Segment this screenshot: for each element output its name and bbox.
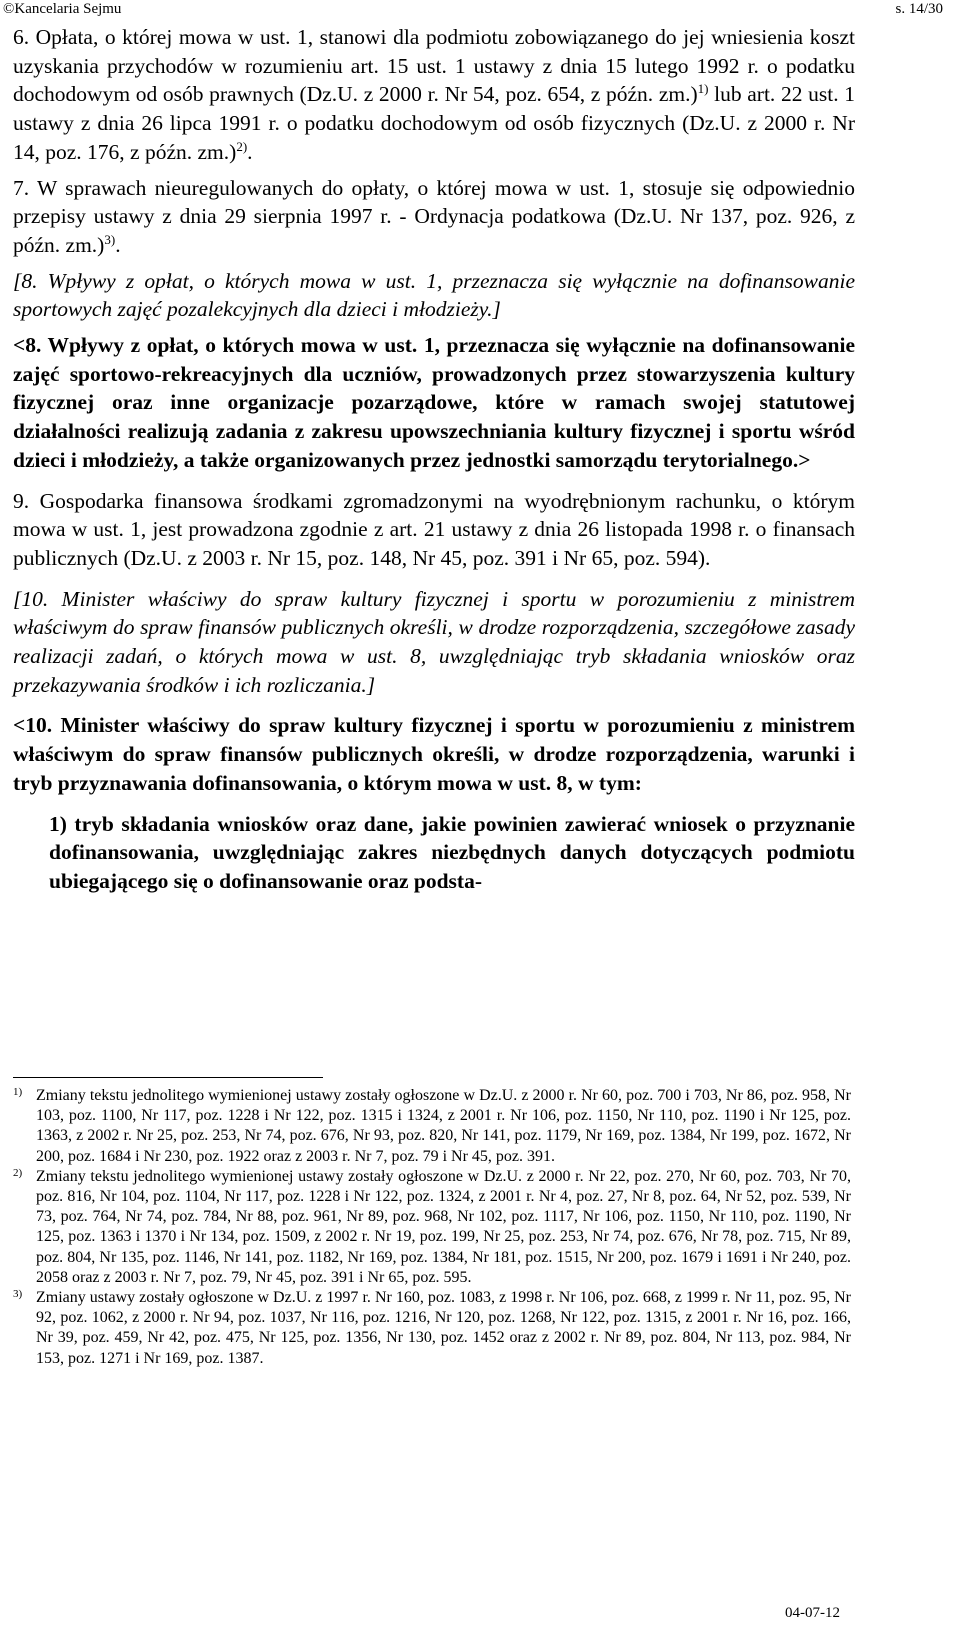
footnote-ref-3[interactable]: 3) — [104, 231, 116, 247]
paragraph-7-end: . — [115, 232, 121, 257]
header-source: ©Kancelaria Sejmu — [3, 1, 122, 17]
footnote-ref-2[interactable]: 2) — [236, 138, 248, 154]
footer-date: 04-07-12 — [785, 1605, 840, 1621]
paragraph-7-text: 7. W sprawach nieuregulowanych do opłaty, o której mowa w ust. 1, stosuje się odpowiednio przepisy ustawy z dnia 29 sierpnia 1997 r. - Ordynacja podatkowa (Dz.U. Nr 137, poz. 926, z późn. zm.) — [13, 175, 855, 257]
footnote-3 — [13, 1288, 851, 1369]
footnote-1-mark: 1) — [13, 1086, 23, 1098]
footnote-ref-1[interactable]: 1) — [697, 81, 709, 97]
paragraph-8-new: <8. Wpływy z opłat, o których mowa w ust. 1, przeznacza się wyłącznie na dofinansowanie zajęć sportowo-rekreacyjnych dla uczniów, prowadzonych przez stowarzyszenia kultury fizycznej oraz inne organizacje pozarządowe, które w ramach swojej statutowej działalności realizują zadania z zakresu upowszechniania kultury fizycznej i sportu wśród dzieci i młodzieży, a także organizowanych przez jednostki samorządu terytorialnego.> — [13, 333, 855, 472]
footnote-3-text: Zmiany ustawy zostały ogłoszone w Dz.U. z 1997 r. Nr 160, poz. 1083, z 1998 r. Nr 106, poz. 668, z 1999 r. Nr 11, poz. 95, Nr 92, poz. 1062, z 2000 r. Nr 94, poz. 1037, Nr 116, poz. 1216, Nr 120, poz. 1268, Nr 122, poz. 1315, z 2001 r. Nr 16, poz. 166, Nr 39, poz. 459, Nr 42, poz. 475, Nr 125, poz. 1356, Nr 130, poz. 1452 oraz z 2002 r. Nr 89, poz. 804, Nr 113, poz. 984, Nr 153, poz. 1271 i Nr 169, poz. 1387. — [36, 1289, 851, 1367]
paragraph-6-end: . — [247, 139, 253, 164]
footnote-2-text: Zmiany tekstu jednolitego wymienionej ustawy zostały ogłoszone w Dz.U. z 2000 r. Nr 22, poz. 270, Nr 60, poz. 703, Nr 70, poz. 816, Nr 104, poz. 1104, Nr 117, poz. 1228 i Nr 122, poz. 1324, z 2001 r. Nr 4, poz. 27, Nr 8, poz. 64, Nr 52, poz. 539, Nr 73, poz. 764, Nr 74, poz. 784, Nr 88, poz. 961, Nr 89, poz. 968, Nr 102, poz. 1117, Nr 106, poz. 1150, Nr 110, poz. 1190, Nr 125, poz. 1363 i 1370 i Nr 134, poz. 1509, z 2002 r. Nr 19, poz. 199, Nr 25, poz. 253, Nr 74, poz. 676, Nr 78, poz. 715, Nr 89, poz. 804, Nr 135, poz. 1146, Nr 141, poz. 1182, Nr 169, poz. 1384, Nr 181, poz. 1515, Nr 200, poz. 1679 i 1691 i Nr 240, poz. 2058 oraz z 2003 r. Nr 7, poz. 79, Nr 45, poz. 391 i Nr 65, poz. 595. — [36, 1167, 851, 1286]
footnotes — [13, 1086, 851, 1369]
paragraph-9: 9. Gospodarka finansowa środkami zgromadzonymi na wyodrębnionym rachunku, o którym mowa w ust. 1, jest prowadzona zgodnie z art. 21 ustawy z dnia 26 listopada 1998 r. o finansach publicznych (Dz.U. z 2003 r. Nr 15, poz. 148, Nr 45, poz. 391 i Nr 65, poz. 594). — [13, 488, 855, 570]
paragraph-7 — [13, 174, 855, 260]
footnote-3-mark: 3) — [13, 1288, 23, 1301]
page-number: s. 14/30 — [895, 1, 943, 17]
footnote-1-text: Zmiany tekstu jednolitego wymienionej ustawy zostały ogłoszone w Dz.U. z 2000 r. Nr 60, poz. 700 i 703, Nr 86, poz. 958, Nr 103, poz. 1100, Nr 117, poz. 1228 i Nr 122, poz. 1315 i 1324, z 2001 r. Nr 106, poz. 1150, Nr 110, poz. 1190 i Nr 125, poz. 1363, z 2002 r. Nr 25, poz. 253, Nr 74, poz. 676, Nr 93, poz. 820, Nr 141, poz. 1179, Nr 169, poz. 1384, Nr 199, poz. 1672, Nr 200, poz. 1684 i Nr 230, poz. 1922 oraz z 2003 r. Nr 7, poz. 79 i Nr 45, poz. 391. — [36, 1087, 851, 1165]
footnote-2-mark: 2) — [13, 1166, 23, 1179]
paragraph-10-new: <10. Minister właściwy do spraw kultury fizycznej i sportu w porozumieniu z ministrem właściwym do spraw finansów publicznych określi, w drodze rozporządzenia, warunki i tryb przyznawania dofinansowania, o którym mowa w ust. 8, w tym: — [13, 713, 855, 795]
paragraph-6-text-cont: lub art. 22 ust. 1 ustawy z dnia 26 lipca 1991 r. o podatku dochodowym od osób fizycznych (Dz.U. z 2000 r. Nr 14, poz. 176, z późn. zm.) — [13, 82, 855, 164]
paragraph-6-text: 6. Opłata, o której mowa w ust. 1, stanowi dla podmiotu zobowiązanego do jej wniesienia koszt uzyskania przychodów w rozumieniu art. 15 ust. 1 ustawy z dnia 15 lutego 1992 r. o podatku dochodowym od osób prawnych (Dz.U. z 2000 r. Nr 54, poz. 654, z późn. zm.) — [13, 25, 855, 107]
paragraph-6 — [13, 23, 855, 167]
footnote-2 — [13, 1167, 851, 1288]
document-body — [13, 23, 855, 896]
footnote-separator — [13, 1077, 323, 1078]
footnote-1 — [13, 1086, 851, 1167]
paragraph-10-old: [10. Minister właściwy do spraw kultury fizycznej i sportu w porozumieniu z ministrem właściwym do spraw finansów publicznych określi, w drodze rozporządzenia, szczegółowe zasady realizacji zadań, o których mowa w ust. 8, uwzględniając tryb składania wniosków oraz przekazywania środków i ich rozliczania.] — [13, 586, 855, 697]
paragraph-8-old: [8. Wpływy z opłat, o których mowa w ust. 1, przeznacza się wyłącznie na dofinansowanie sportowych zajęć pozalekcyjnych dla dzieci i młodzieży.] — [13, 268, 855, 322]
list-item-1: 1) tryb składania wniosków oraz dane, jakie powinien zawierać wniosek o przyznanie dofinansowania, uwzględniając zakres niezbędnych danych dotyczących podmiotu ubiegającego się o dofinansowanie oraz podsta- — [49, 811, 855, 893]
